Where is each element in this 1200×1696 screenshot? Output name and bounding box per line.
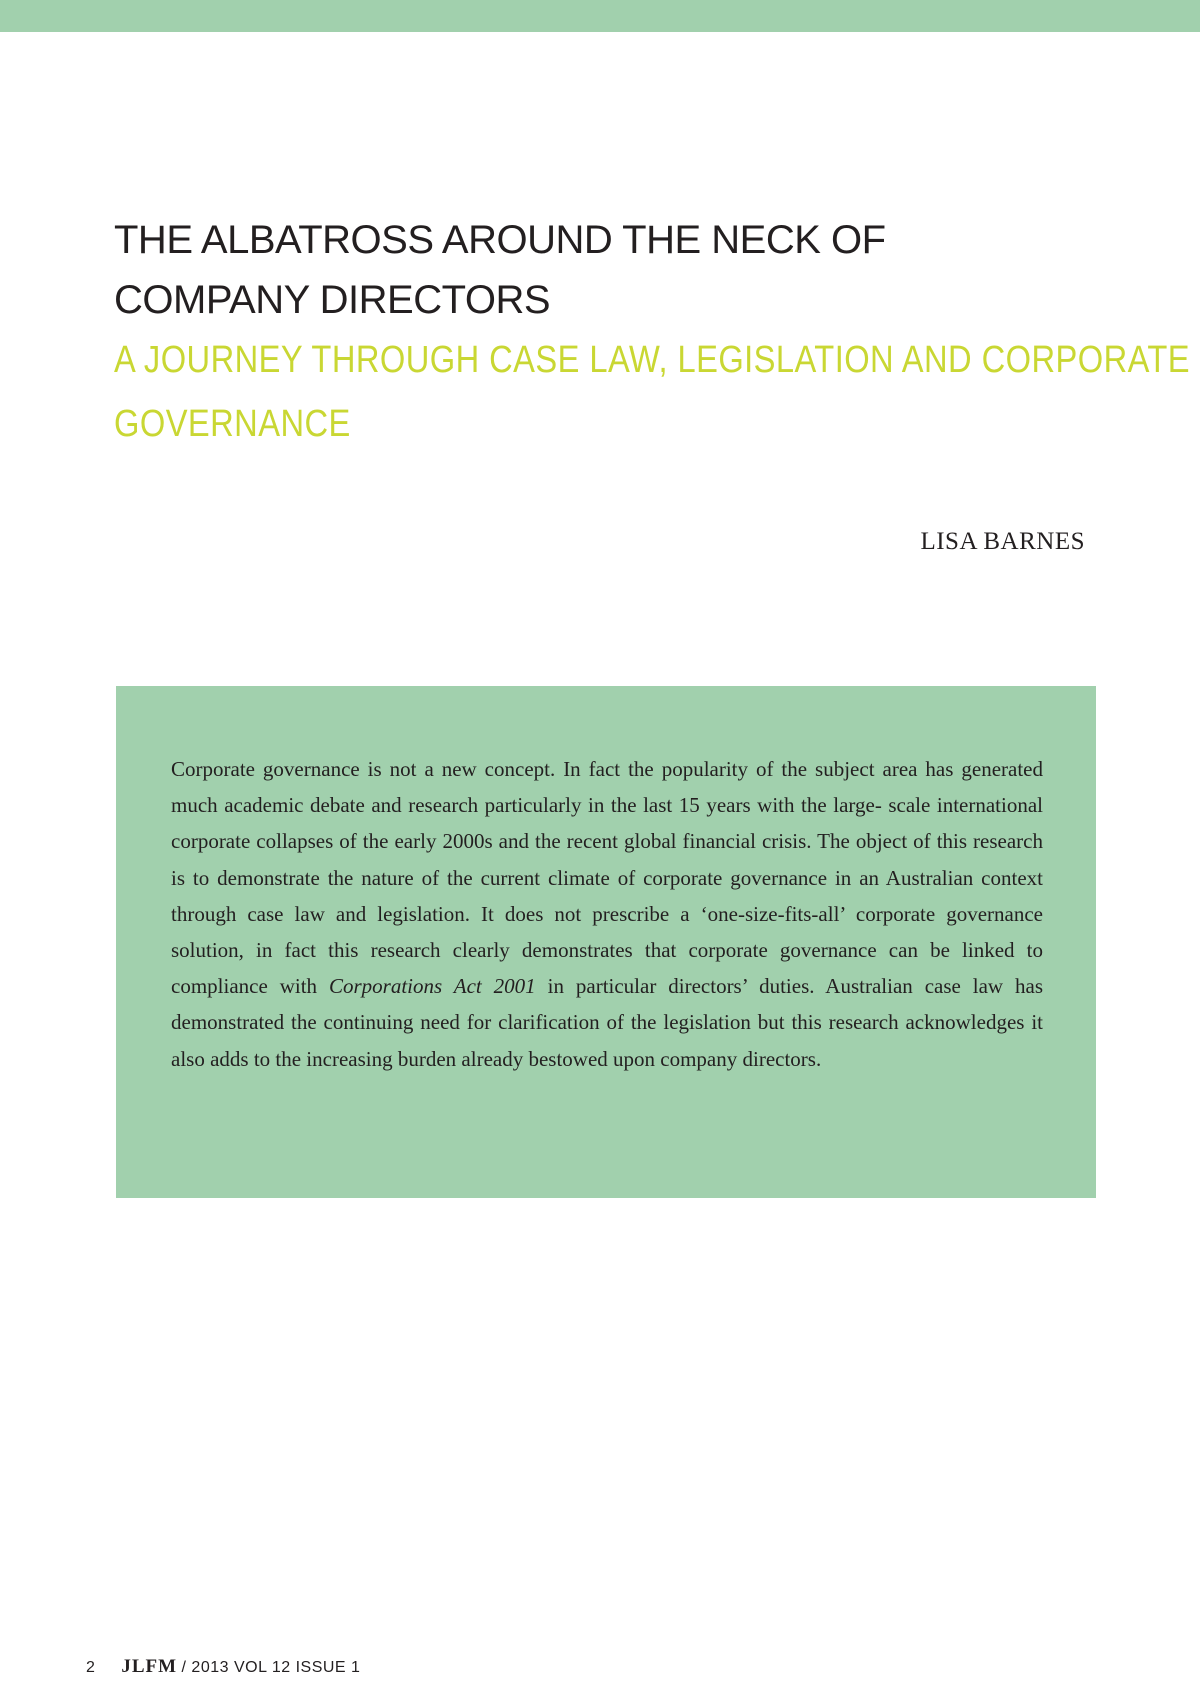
article-title-line-1: THE ALBATROSS AROUND THE NECK OF bbox=[114, 218, 886, 262]
journal-name: JLFM bbox=[121, 1656, 178, 1677]
top-color-band bbox=[0, 0, 1200, 32]
article-subtitle-line-2: GOVERNANCE bbox=[114, 403, 351, 445]
article-title bbox=[114, 210, 1114, 330]
article-title-line-2: COMPANY DIRECTORS bbox=[114, 278, 551, 322]
journal-issue: / 2013 VOL 12 ISSUE 1 bbox=[181, 1659, 361, 1676]
page-footer bbox=[86, 1656, 360, 1678]
abstract-text-part-1: Corporate governance is not a new concept. In fact the popularity of the subject area has generated much academic debate and research particularly in the last 15 years with the large- scale international corporate collapses of the early 2000s and the recent global financial crisis. The object of this research is to demonstrate the nature of the current climate of corporate governance in an Australian context through case law and legislation. It does not prescribe a ‘one-size-fits-all’ corporate governance solution, in fact this research clearly demonstrates that corporate governance can be linked to compliance with bbox=[171, 757, 1043, 999]
author-name: LISA BARNES bbox=[920, 528, 1085, 555]
article-subtitle bbox=[114, 328, 1191, 456]
abstract-act-citation: Corporations Act 2001 bbox=[329, 974, 536, 999]
article-subtitle-line-1: A JOURNEY THROUGH CASE LAW, LEGISLATION AND CORPORATE bbox=[114, 339, 1191, 381]
abstract-text bbox=[171, 751, 1043, 1077]
page-number: 2 bbox=[86, 1659, 95, 1676]
abstract-box bbox=[116, 686, 1096, 1198]
abstract-text-part-2: in particular directors’ duties. Australian case law has demonstrated the continuing need for clarification of the legislation but this research acknowledges it also adds to the increasing burden already bestowed upon company directors. bbox=[171, 974, 1044, 1071]
